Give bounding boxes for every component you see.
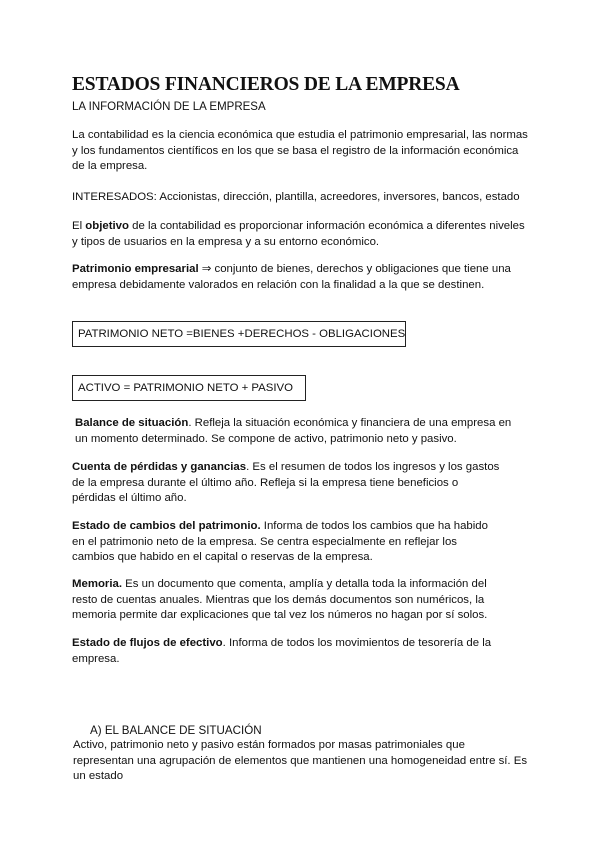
objetivo-paragraph: El objetivo de la contabilidad es proporcionar información económica a diferentes niveles y tipos de usuarios en la empresa y a su entorno económico. bbox=[72, 220, 525, 248]
balance-paragraph: Balance de situación. Refleja la situación económica y financiera de una empresa en un momento determinado. Se compone de activo, patrimonio neto y pasivo. bbox=[75, 417, 512, 445]
formula-patrimonio-box: PATRIMONIO NETO =BIENES +DERECHOS - OBLIGACIONES bbox=[72, 321, 406, 347]
patrimonio-paragraph: Patrimonio empresarial ⇒ conjunto de bienes, derechos y obligaciones que tiene una empresa debidamente valorados en relación con la finalidad a la que se destinen. bbox=[72, 263, 511, 291]
memoria-paragraph: Memoria. Es un documento que comenta, amplía y detalla toda la información del resto de cuentas anuales. Mientras que los demás documentos son numéricos, la memoria permite dar explicaciones que tal vez los números no hagan por sí solos. bbox=[72, 578, 488, 621]
cuenta-paragraph: Cuenta de pérdidas y ganancias. Es el resumen de todos los ingresos y los gastos de la empresa durante el último año. Refleja si la empresa tiene beneficios o pérdidas el último año. bbox=[72, 461, 500, 504]
section-subtitle: LA INFORMACIÓN DE LA EMPRESA bbox=[72, 101, 266, 113]
intro-paragraph: La contabilidad es la ciencia económica que estudia el patrimonio empresarial, las normas y los fundamentos científicos en los que se basa el registro de la información económica de la empresa. bbox=[72, 129, 528, 172]
document-title: ESTADOS FINANCIEROS DE LA EMPRESA bbox=[72, 74, 460, 95]
section-a-heading: A) EL BALANCE DE SITUACIÓN bbox=[90, 724, 262, 737]
section-a-paragraph: Activo, patrimonio neto y pasivo están formados por masas patrimoniales que representan una agrupación de elementos que mantienen una homogeneidad entre sí. Es un estado bbox=[73, 739, 528, 782]
flujos-paragraph: Estado de flujos de efectivo. Informa de todos los movimientos de tesorería de la empresa. bbox=[72, 637, 492, 665]
cambios-paragraph: Estado de cambios del patrimonio. Informa de todos los cambios que ha habido en el patrimonio neto de la empresa. Se centra especialmente en reflejar los cambios que habido en el capital o reservas de la empresa. bbox=[72, 520, 488, 563]
interesados-paragraph: INTERESADOS: Accionistas, dirección, plantilla, acreedores, inversores, bancos, estado bbox=[72, 191, 520, 203]
formula-activo-box: ACTIVO = PATRIMONIO NETO + PASIVO bbox=[72, 375, 306, 401]
